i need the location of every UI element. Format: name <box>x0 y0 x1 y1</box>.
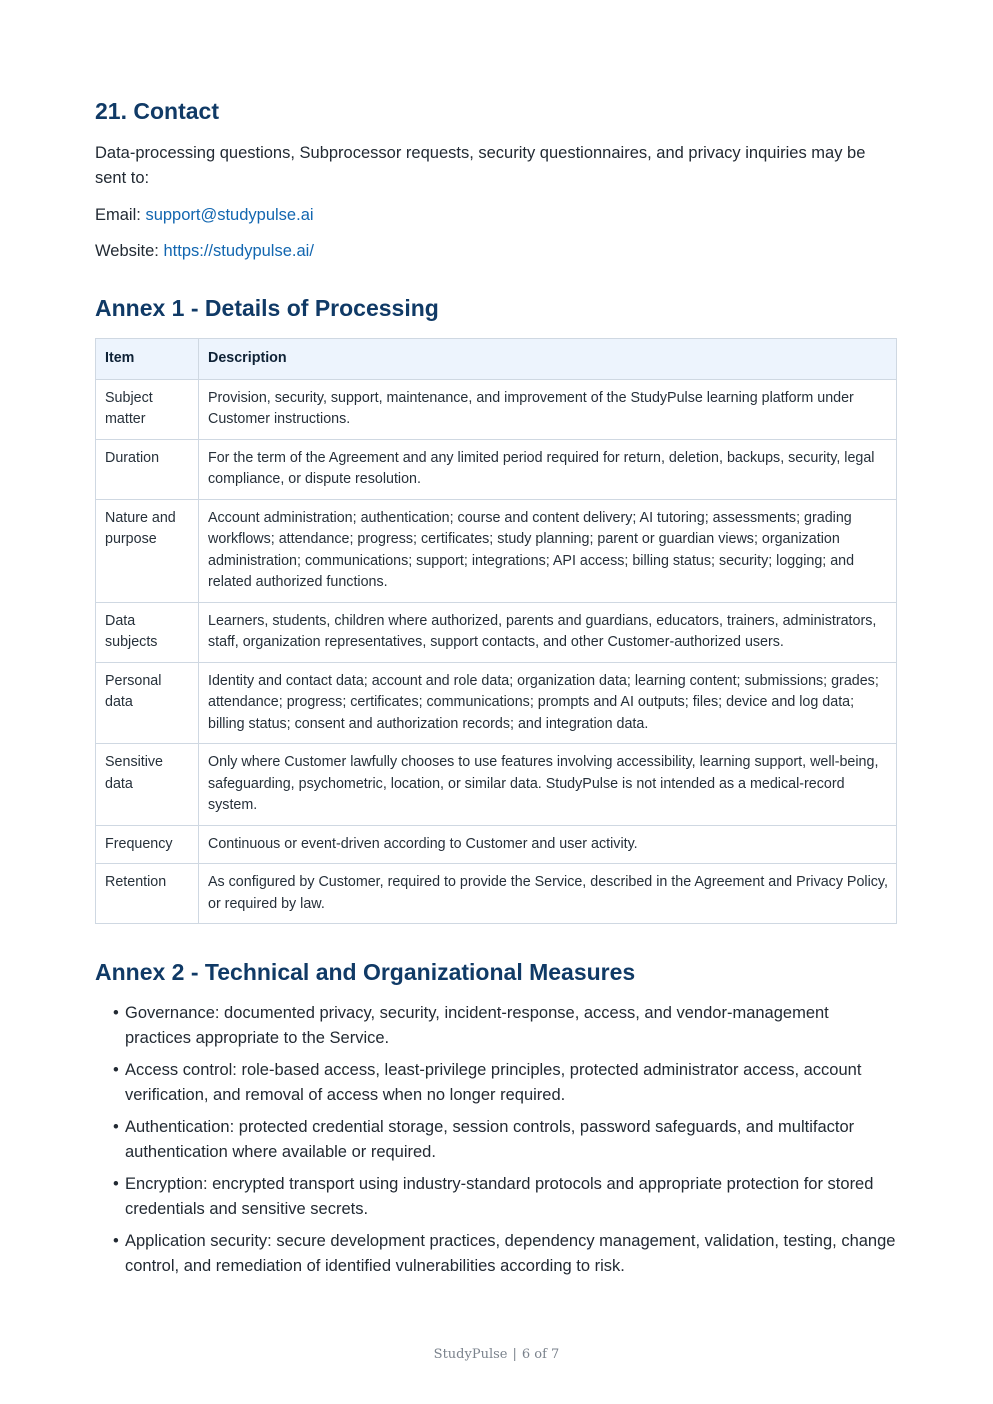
list-item <box>95 1229 897 1279</box>
email-label: Email: <box>95 206 146 224</box>
row-item: Personal data <box>96 662 199 744</box>
list-item-text: Access control: role-based access, least-privilege principles, protected administrator access, account verification, and removal of access when no longer required. <box>125 1061 862 1104</box>
annex1-heading: Annex 1 - Details of Processing <box>95 295 439 321</box>
page-footer <box>0 1347 993 1362</box>
bullet-icon: • <box>113 1175 119 1193</box>
row-item: Duration <box>96 439 199 499</box>
contact-heading: 21. Contact <box>95 98 219 124</box>
table-header-row <box>96 339 897 380</box>
footer-brand: StudyPulse <box>433 1347 508 1362</box>
row-description: Provision, security, support, maintenance, and improvement of the StudyPulse learning platform under Customer instructions. <box>199 379 897 439</box>
email-link[interactable]: support@studypulse.ai <box>145 206 314 224</box>
row-item: Data subjects <box>96 602 199 662</box>
column-header-item: Item <box>96 339 199 380</box>
row-item: Nature and purpose <box>96 499 199 602</box>
list-item <box>95 1115 897 1165</box>
bullet-icon: • <box>113 1004 119 1022</box>
row-description: Continuous or event-driven according to Customer and user activity. <box>199 825 897 864</box>
row-description: Account administration; authentication; course and content delivery; AI tutoring; assessments; grading workflows; attendance; progress; certificates; study planning; parent or guardian views; organization administration; communications; support; integrations; API access; billing status; security; logging; and related authorized functions. <box>199 499 897 602</box>
website-label: Website: <box>95 242 164 260</box>
annex2-heading: Annex 2 - Technical and Organizational Measures <box>95 959 636 985</box>
website-link[interactable]: https://studypulse.ai/ <box>163 242 314 260</box>
list-item-text: Governance: documented privacy, security, incident-response, access, and vendor-management practices appropriate to the Service. <box>125 1004 829 1047</box>
row-description: Only where Customer lawfully chooses to use features involving accessibility, learning support, well-being, safeguarding, psychometric, location, or similar data. StudyPulse is not intended as a medical-record system. <box>199 744 897 826</box>
bullet-icon: • <box>113 1118 119 1136</box>
bullet-icon: • <box>113 1232 119 1250</box>
list-item-text: Authentication: protected credential storage, session controls, password safeguards, and multifactor authentication where available or required. <box>125 1118 855 1161</box>
table-row <box>96 379 897 439</box>
row-item: Frequency <box>96 825 199 864</box>
table-row <box>96 439 897 499</box>
row-description: For the term of the Agreement and any limited period required for return, deletion, backups, security, legal compliance, or dispute resolution. <box>199 439 897 499</box>
contact-intro: Data-processing questions, Subprocessor requests, security questionnaires, and privacy inquiries may be sent to: <box>95 144 866 187</box>
row-item: Retention <box>96 864 199 924</box>
list-item <box>95 1058 897 1108</box>
list-item-text: Application security: secure development practices, dependency management, validation, testing, change control, and remediation of identified vulnerabilities according to risk. <box>125 1232 896 1275</box>
table-row <box>96 744 897 826</box>
list-item <box>95 1172 897 1222</box>
bullet-icon: • <box>113 1061 119 1079</box>
table-row <box>96 825 897 864</box>
list-item-text: Encryption: encrypted transport using industry-standard protocols and appropriate protection for stored credentials and sensitive secrets. <box>125 1175 874 1218</box>
contact-email-line <box>95 203 897 228</box>
row-item: Sensitive data <box>96 744 199 826</box>
measures-list <box>95 1001 897 1286</box>
processing-details-table <box>95 338 897 924</box>
row-description: Learners, students, children where authorized, parents and guardians, educators, trainers, administrators, staff, organization representatives, support contacts, and other Customer-authorized users. <box>199 602 897 662</box>
row-item: Subject matter <box>96 379 199 439</box>
page-number: 6 of 7 <box>521 1347 560 1362</box>
table-row <box>96 602 897 662</box>
contact-website-line <box>95 239 897 264</box>
footer-separator: | <box>512 1347 517 1362</box>
list-item <box>95 1001 897 1051</box>
table-row <box>96 662 897 744</box>
column-header-description: Description <box>199 339 897 380</box>
row-description: Identity and contact data; account and role data; organization data; learning content; submissions; grades; attendance; progress; certificates; communications; prompts and AI outputs; files; device and log data; billing status; consent and authorization records; and integration data. <box>199 662 897 744</box>
row-description: As configured by Customer, required to provide the Service, described in the Agreement and Privacy Policy, or required by law. <box>199 864 897 924</box>
table-row <box>96 864 897 924</box>
table-row <box>96 499 897 602</box>
